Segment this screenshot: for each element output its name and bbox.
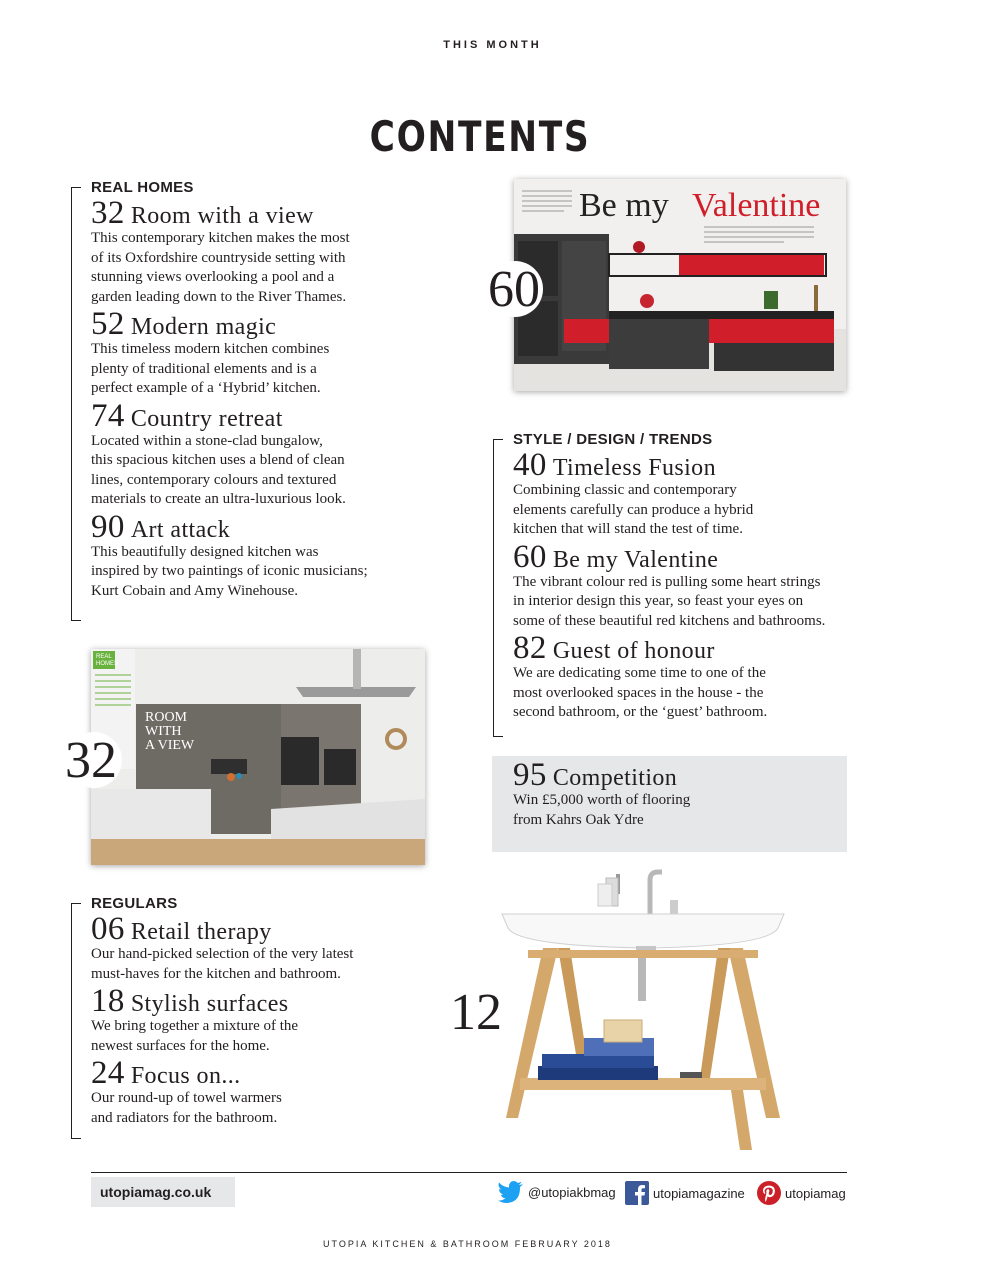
contents-entry[interactable] — [91, 195, 401, 307]
room-with-a-view-thumbnail[interactable] — [91, 649, 425, 865]
real-homes-bracket — [71, 187, 72, 621]
competition-box[interactable] — [492, 756, 847, 852]
contents-entry[interactable] — [513, 447, 853, 540]
twitter-handle[interactable]: @utopiakbmag — [498, 1181, 616, 1203]
entry-description: Win £5,000 worth of flooring from Kahrs Oak Ydre — [513, 792, 691, 828]
section-heading: STYLE / DESIGN / TRENDS — [513, 431, 713, 448]
style-section-bracket — [493, 439, 494, 737]
contents-entry[interactable] — [513, 538, 853, 632]
entry-description: Our hand-picked selection of the very latest must-haves for the kitchen and bathroom. — [91, 946, 354, 982]
entry-description: Combining classic and contemporary elements carefully can produce a hybrid kitchen that will stand the test of time. — [513, 482, 754, 537]
entry-description: This timeless modern kitchen combines plenty of traditional elements and is a perfect example of a ‘Hybrid’ kitchen. — [91, 341, 330, 396]
website-link[interactable]: utopiamag.co.uk — [91, 1177, 235, 1207]
entry-title[interactable]: 06 Retail therapy — [91, 911, 272, 947]
entry-title[interactable]: 74 Country retreat — [91, 397, 283, 434]
twitter-icon — [498, 1181, 524, 1203]
section-heading: REAL HOMES — [91, 179, 194, 196]
entry-description: We bring together a mixture of the newest surfaces for the home. — [91, 1018, 299, 1054]
entry-description: Our round-up of towel warmers and radiators for the bathroom. — [91, 1090, 282, 1126]
regulars-bracket — [71, 903, 72, 1139]
entry-title[interactable]: 24 Focus on... — [91, 1055, 241, 1091]
issue-footer: UTOPIA KITCHEN & BATHROOM FEBRUARY 2018 — [323, 1239, 612, 1249]
pinterest-icon — [757, 1181, 781, 1205]
page-number: 60 — [488, 261, 540, 318]
contents-entry[interactable] — [91, 911, 411, 984]
contents-entry[interactable] — [91, 508, 401, 602]
entry-title[interactable]: 95 Competition — [513, 757, 678, 793]
section-heading: REGULARS — [91, 895, 178, 912]
entry-title[interactable]: 60 Be my Valentine — [513, 538, 719, 575]
entry-description: The vibrant colour red is pulling some heart strings in interior design this year, so feast your eyes on some of these beautiful red kitchens and bathrooms. — [513, 573, 826, 629]
real-homes-section — [91, 179, 401, 601]
entry-description: This beautifully designed kitchen was inspired by two paintings of iconic musicians; Kurt Cobain and Amy Winehouse. — [91, 543, 368, 599]
entry-description: This contemporary kitchen makes the most of its Oxfordshire countryside setting with stunning views overlooking a pool and a garden leading down to the River Thames. — [91, 230, 350, 305]
page-number: 32 — [65, 732, 117, 789]
room-kitchen-image — [91, 649, 425, 865]
contents-entry[interactable] — [513, 630, 853, 723]
entry-title[interactable]: 40 Timeless Fusion — [513, 447, 716, 483]
facebook-icon — [625, 1181, 649, 1205]
entry-title[interactable]: 90 Art attack — [91, 508, 231, 545]
regulars-section — [91, 895, 411, 1128]
valentine-feature-thumbnail[interactable] — [514, 179, 846, 391]
section-kicker: THIS MONTH — [443, 39, 542, 51]
contents-entry[interactable] — [91, 397, 401, 510]
contents-entry[interactable] — [91, 1055, 411, 1128]
thumb-headline: Be my — [579, 187, 669, 224]
footer-divider — [91, 1172, 847, 1173]
entry-title[interactable]: 32 Room with a view — [91, 195, 314, 231]
page-title: CONTENTS — [369, 112, 591, 161]
contents-entry[interactable] — [91, 306, 401, 399]
page-number: 12 — [450, 984, 502, 1041]
thumb-headline-accent: Valentine — [692, 187, 821, 224]
entry-title[interactable]: 18 Stylish surfaces — [91, 983, 289, 1019]
entry-description: We are dedicating some time to one of the most overlooked spaces in the house - the second bathroom, or the ‘guest’ bathroom. — [513, 665, 768, 720]
thumb-headline: ROOM WITH A VIEW — [145, 710, 195, 753]
vanity-unit-image[interactable] — [498, 868, 788, 1154]
thumb-tag: REAL HOMES — [96, 654, 119, 667]
contents-entry[interactable] — [91, 983, 411, 1056]
style-design-section — [513, 431, 853, 723]
entry-title[interactable]: 52 Modern magic — [91, 306, 277, 342]
pinterest-handle[interactable]: utopiamag — [757, 1181, 846, 1205]
entry-title[interactable]: 82 Guest of honour — [513, 630, 715, 666]
entry-description: Located within a stone-clad bungalow, this spacious kitchen uses a blend of clean lines, contemporary colours and textured materials to create an ultra-luxurious look. — [91, 432, 346, 507]
facebook-handle[interactable]: utopiamagazine — [625, 1181, 745, 1205]
